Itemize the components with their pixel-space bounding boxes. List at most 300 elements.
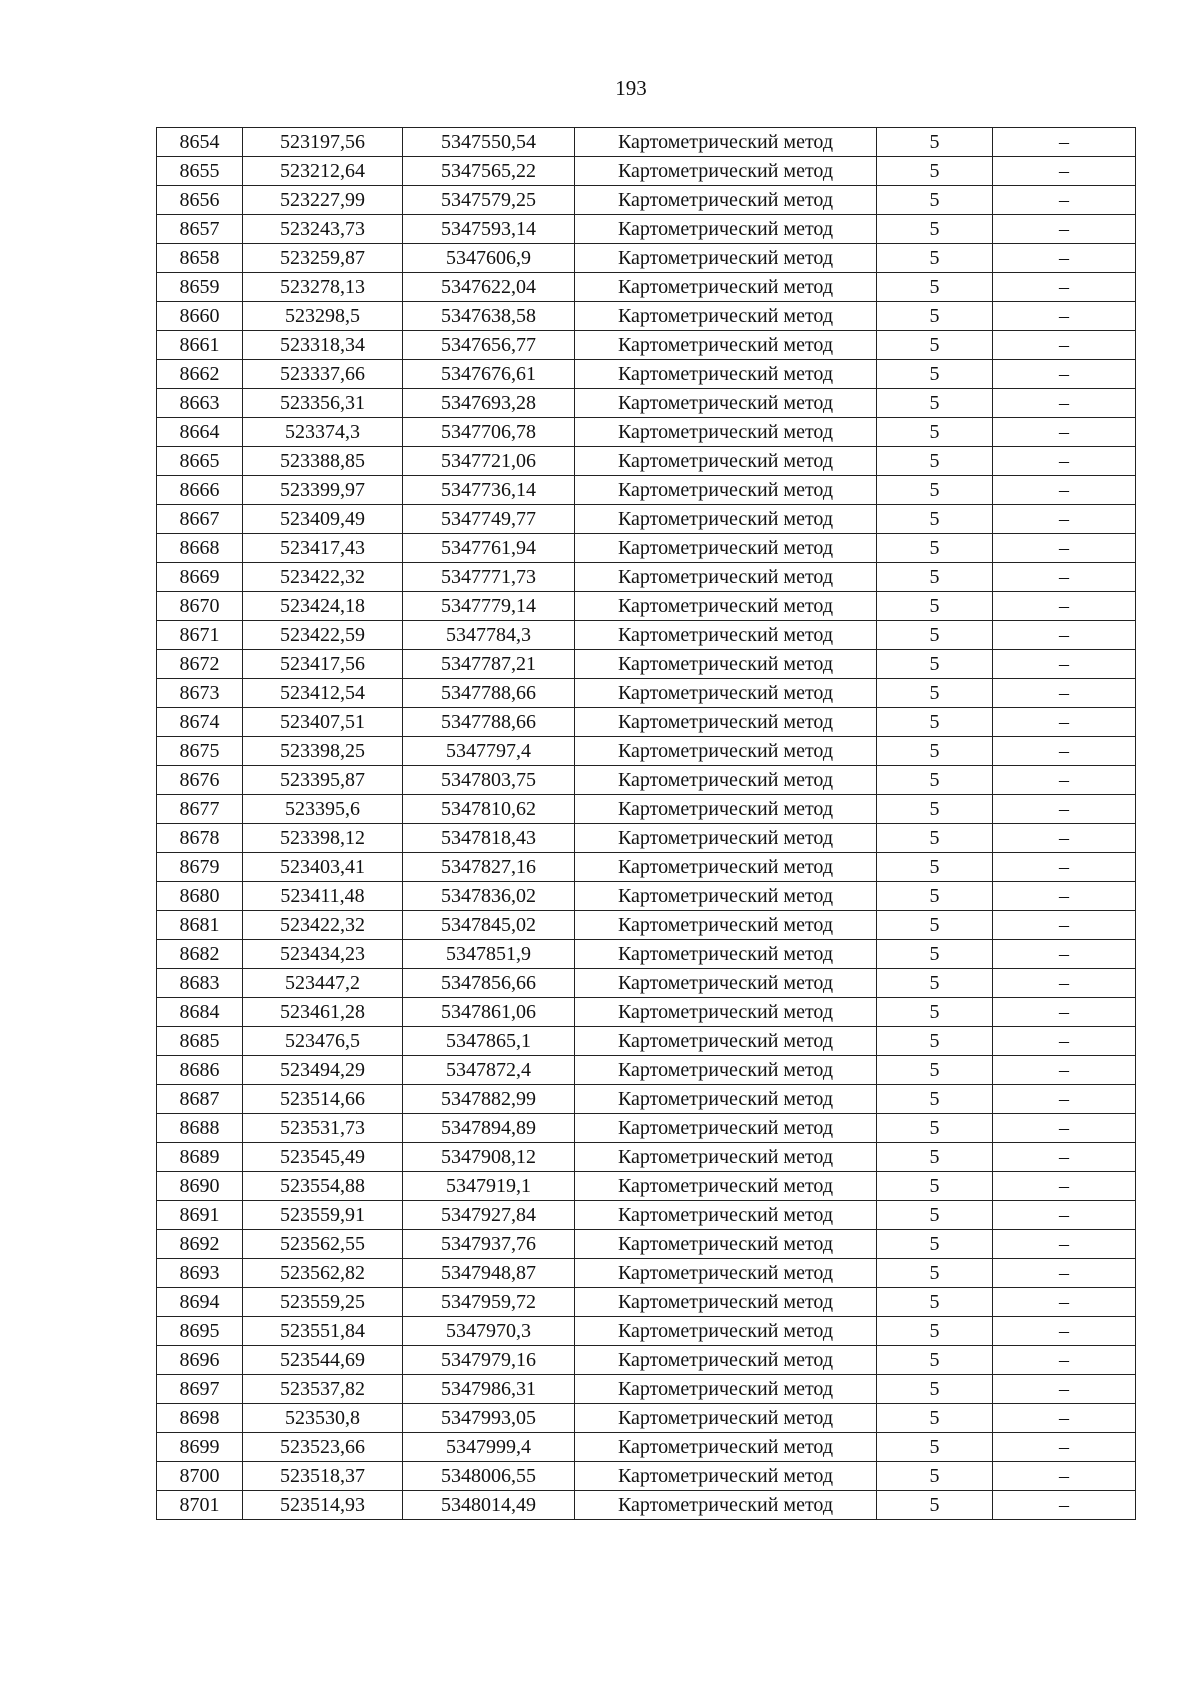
y-coordinate-cell: 5347818,43 (403, 824, 575, 853)
table-row (157, 1346, 1136, 1375)
x-coordinate-cell: 523398,12 (243, 824, 403, 853)
description-cell: – (993, 186, 1136, 215)
y-coordinate-cell: 5347856,66 (403, 969, 575, 998)
description-cell: – (993, 1404, 1136, 1433)
table-row (157, 1027, 1136, 1056)
accuracy-cell: 5 (877, 1143, 993, 1172)
table-row (157, 273, 1136, 302)
accuracy-cell: 5 (877, 1027, 993, 1056)
y-coordinate-cell: 5347919,1 (403, 1172, 575, 1201)
description-cell: – (993, 998, 1136, 1027)
accuracy-cell: 5 (877, 1056, 993, 1085)
table-row (157, 1230, 1136, 1259)
x-coordinate-cell: 523395,87 (243, 766, 403, 795)
x-coordinate-cell: 523523,66 (243, 1433, 403, 1462)
x-coordinate-cell: 523374,3 (243, 418, 403, 447)
x-coordinate-cell: 523318,34 (243, 331, 403, 360)
point-number-cell: 8654 (157, 128, 243, 157)
y-coordinate-cell: 5347706,78 (403, 418, 575, 447)
accuracy-cell: 5 (877, 1230, 993, 1259)
point-number-cell: 8679 (157, 853, 243, 882)
y-coordinate-cell: 5347937,76 (403, 1230, 575, 1259)
x-coordinate-cell: 523412,54 (243, 679, 403, 708)
description-cell: – (993, 157, 1136, 186)
x-coordinate-cell: 523559,25 (243, 1288, 403, 1317)
x-coordinate-cell: 523447,2 (243, 969, 403, 998)
method-cell: Картометрический метод (575, 1433, 877, 1462)
y-coordinate-cell: 5347882,99 (403, 1085, 575, 1114)
y-coordinate-cell: 5347788,66 (403, 708, 575, 737)
accuracy-cell: 5 (877, 1114, 993, 1143)
method-cell: Картометрический метод (575, 273, 877, 302)
accuracy-cell: 5 (877, 244, 993, 273)
accuracy-cell: 5 (877, 1491, 993, 1520)
method-cell: Картометрический метод (575, 215, 877, 244)
point-number-cell: 8657 (157, 215, 243, 244)
description-cell: – (993, 1201, 1136, 1230)
description-cell: – (993, 418, 1136, 447)
method-cell: Картометрический метод (575, 766, 877, 795)
x-coordinate-cell: 523417,43 (243, 534, 403, 563)
y-coordinate-cell: 5347606,9 (403, 244, 575, 273)
description-cell: – (993, 1230, 1136, 1259)
accuracy-cell: 5 (877, 853, 993, 882)
accuracy-cell: 5 (877, 157, 993, 186)
x-coordinate-cell: 523212,64 (243, 157, 403, 186)
x-coordinate-cell: 523476,5 (243, 1027, 403, 1056)
point-number-cell: 8676 (157, 766, 243, 795)
accuracy-cell: 5 (877, 824, 993, 853)
y-coordinate-cell: 5347771,73 (403, 563, 575, 592)
point-number-cell: 8696 (157, 1346, 243, 1375)
method-cell: Картометрический метод (575, 447, 877, 476)
point-number-cell: 8662 (157, 360, 243, 389)
accuracy-cell: 5 (877, 1375, 993, 1404)
accuracy-cell: 5 (877, 302, 993, 331)
method-cell: Картометрический метод (575, 476, 877, 505)
accuracy-cell: 5 (877, 766, 993, 795)
method-cell: Картометрический метод (575, 1288, 877, 1317)
table-row (157, 592, 1136, 621)
y-coordinate-cell: 5347788,66 (403, 679, 575, 708)
point-number-cell: 8670 (157, 592, 243, 621)
coordinates-table (156, 127, 1136, 1520)
x-coordinate-cell: 523530,8 (243, 1404, 403, 1433)
description-cell: – (993, 1114, 1136, 1143)
accuracy-cell: 5 (877, 331, 993, 360)
coordinates-table-body (157, 128, 1136, 1520)
description-cell: – (993, 389, 1136, 418)
table-row (157, 534, 1136, 563)
description-cell: – (993, 621, 1136, 650)
x-coordinate-cell: 523243,73 (243, 215, 403, 244)
accuracy-cell: 5 (877, 911, 993, 940)
y-coordinate-cell: 5348006,55 (403, 1462, 575, 1491)
x-coordinate-cell: 523461,28 (243, 998, 403, 1027)
y-coordinate-cell: 5347803,75 (403, 766, 575, 795)
table-row (157, 1085, 1136, 1114)
method-cell: Картометрический метод (575, 1201, 877, 1230)
description-cell: – (993, 679, 1136, 708)
y-coordinate-cell: 5347579,25 (403, 186, 575, 215)
point-number-cell: 8675 (157, 737, 243, 766)
x-coordinate-cell: 523424,18 (243, 592, 403, 621)
table-row (157, 1114, 1136, 1143)
method-cell: Картометрический метод (575, 157, 877, 186)
y-coordinate-cell: 5347736,14 (403, 476, 575, 505)
method-cell: Картометрический метод (575, 882, 877, 911)
point-number-cell: 8669 (157, 563, 243, 592)
point-number-cell: 8690 (157, 1172, 243, 1201)
method-cell: Картометрический метод (575, 331, 877, 360)
y-coordinate-cell: 5347787,21 (403, 650, 575, 679)
x-coordinate-cell: 523197,56 (243, 128, 403, 157)
accuracy-cell: 5 (877, 1201, 993, 1230)
x-coordinate-cell: 523298,5 (243, 302, 403, 331)
point-number-cell: 8660 (157, 302, 243, 331)
point-number-cell: 8687 (157, 1085, 243, 1114)
table-row (157, 1056, 1136, 1085)
accuracy-cell: 5 (877, 1317, 993, 1346)
accuracy-cell: 5 (877, 998, 993, 1027)
method-cell: Картометрический метод (575, 650, 877, 679)
point-number-cell: 8697 (157, 1375, 243, 1404)
method-cell: Картометрический метод (575, 1491, 877, 1520)
method-cell: Картометрический метод (575, 824, 877, 853)
table-row (157, 998, 1136, 1027)
point-number-cell: 8698 (157, 1404, 243, 1433)
x-coordinate-cell: 523388,85 (243, 447, 403, 476)
table-row (157, 882, 1136, 911)
x-coordinate-cell: 523562,82 (243, 1259, 403, 1288)
x-coordinate-cell: 523337,66 (243, 360, 403, 389)
x-coordinate-cell: 523514,66 (243, 1085, 403, 1114)
y-coordinate-cell: 5348014,49 (403, 1491, 575, 1520)
description-cell: – (993, 476, 1136, 505)
x-coordinate-cell: 523278,13 (243, 273, 403, 302)
method-cell: Картометрический метод (575, 998, 877, 1027)
accuracy-cell: 5 (877, 737, 993, 766)
point-number-cell: 8683 (157, 969, 243, 998)
method-cell: Картометрический метод (575, 795, 877, 824)
y-coordinate-cell: 5347999,4 (403, 1433, 575, 1462)
accuracy-cell: 5 (877, 389, 993, 418)
table-row (157, 331, 1136, 360)
description-cell: – (993, 302, 1136, 331)
description-cell: – (993, 882, 1136, 911)
method-cell: Картометрический метод (575, 940, 877, 969)
table-row (157, 1201, 1136, 1230)
accuracy-cell: 5 (877, 1288, 993, 1317)
method-cell: Картометрический метод (575, 621, 877, 650)
table-row (157, 679, 1136, 708)
table-row (157, 128, 1136, 157)
table-row (157, 621, 1136, 650)
method-cell: Картометрический метод (575, 1027, 877, 1056)
description-cell: – (993, 215, 1136, 244)
description-cell: – (993, 708, 1136, 737)
description-cell: – (993, 1056, 1136, 1085)
description-cell: – (993, 969, 1136, 998)
y-coordinate-cell: 5347970,3 (403, 1317, 575, 1346)
method-cell: Картометрический метод (575, 911, 877, 940)
table-row (157, 389, 1136, 418)
accuracy-cell: 5 (877, 882, 993, 911)
point-number-cell: 8659 (157, 273, 243, 302)
description-cell: – (993, 244, 1136, 273)
x-coordinate-cell: 523494,29 (243, 1056, 403, 1085)
method-cell: Картометрический метод (575, 1085, 877, 1114)
point-number-cell: 8674 (157, 708, 243, 737)
table-row (157, 853, 1136, 882)
description-cell: – (993, 1317, 1136, 1346)
point-number-cell: 8694 (157, 1288, 243, 1317)
table-row (157, 766, 1136, 795)
x-coordinate-cell: 523407,51 (243, 708, 403, 737)
y-coordinate-cell: 5347993,05 (403, 1404, 575, 1433)
point-number-cell: 8677 (157, 795, 243, 824)
y-coordinate-cell: 5347550,54 (403, 128, 575, 157)
y-coordinate-cell: 5347986,31 (403, 1375, 575, 1404)
point-number-cell: 8661 (157, 331, 243, 360)
x-coordinate-cell: 523403,41 (243, 853, 403, 882)
description-cell: – (993, 737, 1136, 766)
table-row (157, 737, 1136, 766)
description-cell: – (993, 273, 1136, 302)
description-cell: – (993, 1288, 1136, 1317)
table-row (157, 650, 1136, 679)
method-cell: Картометрический метод (575, 1230, 877, 1259)
table-row (157, 1259, 1136, 1288)
accuracy-cell: 5 (877, 708, 993, 737)
x-coordinate-cell: 523545,49 (243, 1143, 403, 1172)
table-row (157, 360, 1136, 389)
description-cell: – (993, 1375, 1136, 1404)
method-cell: Картометрический метод (575, 708, 877, 737)
point-number-cell: 8672 (157, 650, 243, 679)
point-number-cell: 8681 (157, 911, 243, 940)
x-coordinate-cell: 523554,88 (243, 1172, 403, 1201)
x-coordinate-cell: 523398,25 (243, 737, 403, 766)
point-number-cell: 8700 (157, 1462, 243, 1491)
description-cell: – (993, 1462, 1136, 1491)
table-row (157, 1375, 1136, 1404)
accuracy-cell: 5 (877, 476, 993, 505)
y-coordinate-cell: 5347779,14 (403, 592, 575, 621)
table-row (157, 157, 1136, 186)
x-coordinate-cell: 523544,69 (243, 1346, 403, 1375)
point-number-cell: 8691 (157, 1201, 243, 1230)
description-cell: – (993, 1172, 1136, 1201)
table-row (157, 1143, 1136, 1172)
accuracy-cell: 5 (877, 1085, 993, 1114)
point-number-cell: 8658 (157, 244, 243, 273)
description-cell: – (993, 447, 1136, 476)
table-row (157, 563, 1136, 592)
point-number-cell: 8682 (157, 940, 243, 969)
point-number-cell: 8667 (157, 505, 243, 534)
y-coordinate-cell: 5347721,06 (403, 447, 575, 476)
y-coordinate-cell: 5347979,16 (403, 1346, 575, 1375)
description-cell: – (993, 534, 1136, 563)
description-cell: – (993, 766, 1136, 795)
method-cell: Картометрический метод (575, 1172, 877, 1201)
y-coordinate-cell: 5347565,22 (403, 157, 575, 186)
accuracy-cell: 5 (877, 534, 993, 563)
y-coordinate-cell: 5347676,61 (403, 360, 575, 389)
accuracy-cell: 5 (877, 447, 993, 476)
method-cell: Картометрический метод (575, 969, 877, 998)
table-row (157, 940, 1136, 969)
table-row (157, 1172, 1136, 1201)
accuracy-cell: 5 (877, 621, 993, 650)
description-cell: – (993, 592, 1136, 621)
accuracy-cell: 5 (877, 505, 993, 534)
point-number-cell: 8680 (157, 882, 243, 911)
description-cell: – (993, 1346, 1136, 1375)
description-cell: – (993, 824, 1136, 853)
point-number-cell: 8689 (157, 1143, 243, 1172)
x-coordinate-cell: 523227,99 (243, 186, 403, 215)
accuracy-cell: 5 (877, 1433, 993, 1462)
table-row (157, 186, 1136, 215)
y-coordinate-cell: 5347845,02 (403, 911, 575, 940)
point-number-cell: 8673 (157, 679, 243, 708)
accuracy-cell: 5 (877, 563, 993, 592)
table-row (157, 1491, 1136, 1520)
method-cell: Картометрический метод (575, 360, 877, 389)
table-row (157, 1433, 1136, 1462)
x-coordinate-cell: 523409,49 (243, 505, 403, 534)
method-cell: Картометрический метод (575, 853, 877, 882)
y-coordinate-cell: 5347948,87 (403, 1259, 575, 1288)
x-coordinate-cell: 523434,23 (243, 940, 403, 969)
point-number-cell: 8695 (157, 1317, 243, 1346)
point-number-cell: 8665 (157, 447, 243, 476)
table-row (157, 969, 1136, 998)
y-coordinate-cell: 5347861,06 (403, 998, 575, 1027)
description-cell: – (993, 1143, 1136, 1172)
x-coordinate-cell: 523259,87 (243, 244, 403, 273)
y-coordinate-cell: 5347872,4 (403, 1056, 575, 1085)
y-coordinate-cell: 5347959,72 (403, 1288, 575, 1317)
description-cell: – (993, 853, 1136, 882)
method-cell: Картометрический метод (575, 1317, 877, 1346)
x-coordinate-cell: 523422,59 (243, 621, 403, 650)
accuracy-cell: 5 (877, 1462, 993, 1491)
table-row (157, 1462, 1136, 1491)
description-cell: – (993, 1491, 1136, 1520)
x-coordinate-cell: 523514,93 (243, 1491, 403, 1520)
accuracy-cell: 5 (877, 1346, 993, 1375)
table-row (157, 708, 1136, 737)
y-coordinate-cell: 5347593,14 (403, 215, 575, 244)
point-number-cell: 8701 (157, 1491, 243, 1520)
point-number-cell: 8685 (157, 1027, 243, 1056)
description-cell: – (993, 1259, 1136, 1288)
table-row (157, 911, 1136, 940)
accuracy-cell: 5 (877, 679, 993, 708)
x-coordinate-cell: 523417,56 (243, 650, 403, 679)
table-row (157, 1288, 1136, 1317)
y-coordinate-cell: 5347693,28 (403, 389, 575, 418)
accuracy-cell: 5 (877, 273, 993, 302)
method-cell: Картометрический метод (575, 302, 877, 331)
description-cell: – (993, 1027, 1136, 1056)
point-number-cell: 8655 (157, 157, 243, 186)
x-coordinate-cell: 523559,91 (243, 1201, 403, 1230)
accuracy-cell: 5 (877, 1172, 993, 1201)
accuracy-cell: 5 (877, 795, 993, 824)
point-number-cell: 8686 (157, 1056, 243, 1085)
x-coordinate-cell: 523422,32 (243, 563, 403, 592)
method-cell: Картометрический метод (575, 1375, 877, 1404)
y-coordinate-cell: 5347784,3 (403, 621, 575, 650)
method-cell: Картометрический метод (575, 389, 877, 418)
description-cell: – (993, 940, 1136, 969)
method-cell: Картометрический метод (575, 1114, 877, 1143)
point-number-cell: 8671 (157, 621, 243, 650)
accuracy-cell: 5 (877, 128, 993, 157)
point-number-cell: 8666 (157, 476, 243, 505)
method-cell: Картометрический метод (575, 418, 877, 447)
method-cell: Картометрический метод (575, 679, 877, 708)
method-cell: Картометрический метод (575, 592, 877, 621)
point-number-cell: 8664 (157, 418, 243, 447)
y-coordinate-cell: 5347656,77 (403, 331, 575, 360)
accuracy-cell: 5 (877, 969, 993, 998)
method-cell: Картометрический метод (575, 128, 877, 157)
page-number: 193 (615, 76, 647, 100)
method-cell: Картометрический метод (575, 1259, 877, 1288)
x-coordinate-cell: 523551,84 (243, 1317, 403, 1346)
description-cell: – (993, 360, 1136, 389)
table-row (157, 447, 1136, 476)
table-row (157, 1404, 1136, 1433)
method-cell: Картометрический метод (575, 1346, 877, 1375)
y-coordinate-cell: 5347836,02 (403, 882, 575, 911)
point-number-cell: 8699 (157, 1433, 243, 1462)
table-row (157, 244, 1136, 273)
x-coordinate-cell: 523411,48 (243, 882, 403, 911)
x-coordinate-cell: 523562,55 (243, 1230, 403, 1259)
point-number-cell: 8663 (157, 389, 243, 418)
point-number-cell: 8688 (157, 1114, 243, 1143)
accuracy-cell: 5 (877, 360, 993, 389)
y-coordinate-cell: 5347894,89 (403, 1114, 575, 1143)
y-coordinate-cell: 5347810,62 (403, 795, 575, 824)
method-cell: Картометрический метод (575, 1056, 877, 1085)
accuracy-cell: 5 (877, 186, 993, 215)
table-row (157, 302, 1136, 331)
description-cell: – (993, 1433, 1136, 1462)
method-cell: Картометрический метод (575, 244, 877, 273)
y-coordinate-cell: 5347908,12 (403, 1143, 575, 1172)
table-row (157, 505, 1136, 534)
point-number-cell: 8678 (157, 824, 243, 853)
accuracy-cell: 5 (877, 418, 993, 447)
method-cell: Картометрический метод (575, 505, 877, 534)
y-coordinate-cell: 5347851,9 (403, 940, 575, 969)
method-cell: Картометрический метод (575, 563, 877, 592)
accuracy-cell: 5 (877, 650, 993, 679)
table-row (157, 215, 1136, 244)
accuracy-cell: 5 (877, 215, 993, 244)
y-coordinate-cell: 5347865,1 (403, 1027, 575, 1056)
table-row (157, 418, 1136, 447)
x-coordinate-cell: 523395,6 (243, 795, 403, 824)
x-coordinate-cell: 523537,82 (243, 1375, 403, 1404)
